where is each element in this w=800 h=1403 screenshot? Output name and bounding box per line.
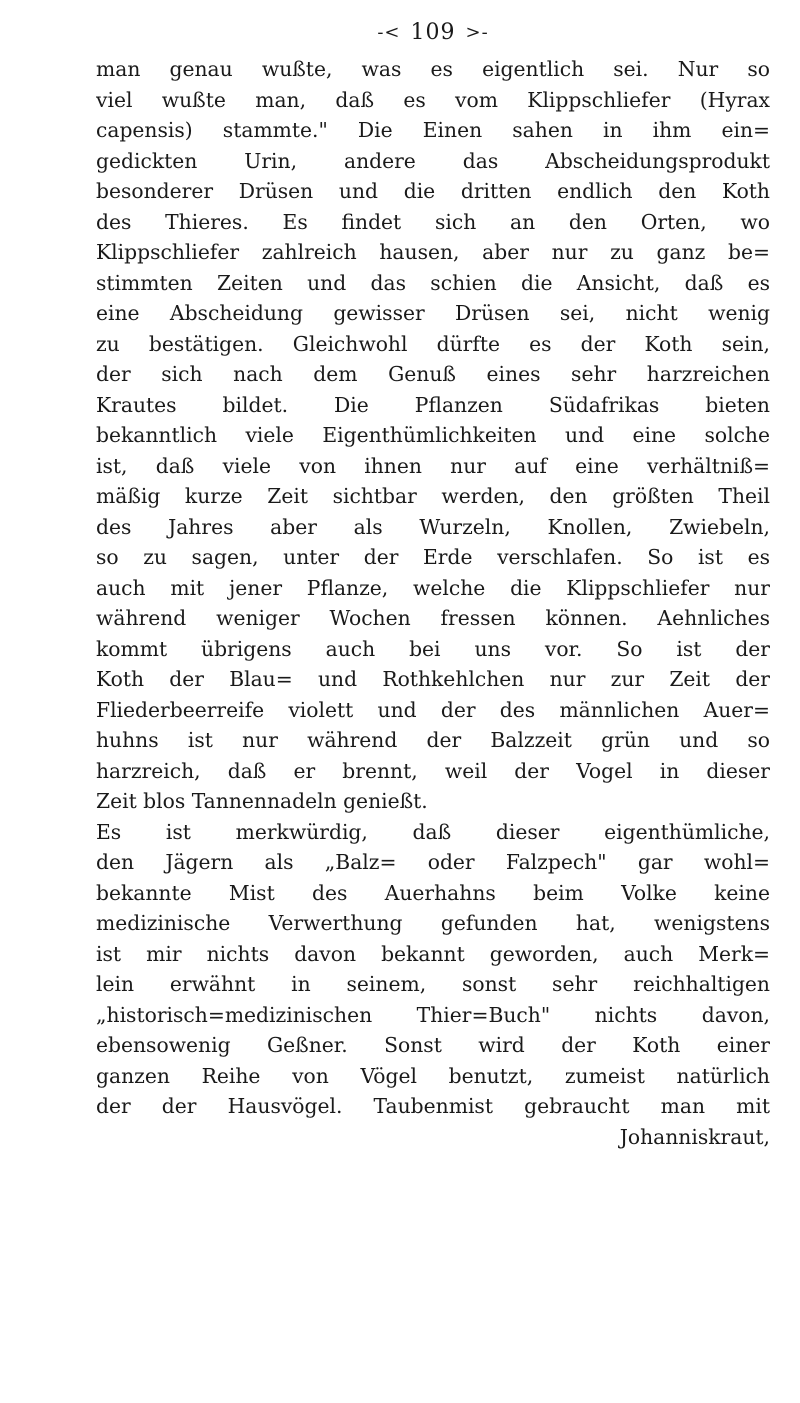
text-line: zu bestätigen. Gleichwohl dürfte es der Koth sein, [96, 331, 770, 356]
text-line: mäßig kurze Zeit sichtbar werden, den größten Theil [96, 484, 770, 508]
text-line: „historisch=medizinischen Thier=Buch" nichts davon, [96, 1002, 770, 1027]
text-line: viel wußte man, daß es vom Klippschliefer (Hyrax [96, 87, 770, 112]
text-line: medizinische Verwerthung gefunden hat, wenigstens [96, 911, 770, 935]
body-text [96, 54, 770, 1152]
text-line: so zu sagen, unter der Erde verschlafen. So ist es [96, 545, 770, 569]
text-line: Zeit blos Tannennadeln genießt. [96, 789, 428, 813]
text-line: besonderer Drüsen und die dritten endlich den Koth [96, 179, 770, 203]
text-line: harzreich, daß er brennt, weil der Vogel in dieser [96, 758, 770, 783]
ornament-right-icon: >- [465, 21, 489, 43]
text-line: bekannte Mist des Auerhahns beim Volke keine [96, 880, 770, 905]
text-line: der sich nach dem Genuß eines sehr harzreichen [96, 362, 770, 386]
text-line: stimmten Zeiten und das schien die Ansicht, daß es [96, 270, 770, 295]
ornament-left-icon: -< [377, 21, 401, 43]
text-line: capensis) stammte." Die Einen sahen in ihm ein= [96, 118, 770, 142]
text-line: ebensowenig Geßner. Sonst wird der Koth einer [96, 1033, 770, 1057]
text-line: Fliederbeerreife violett und der des männlichen Auer= [96, 697, 770, 722]
text-line: eine Abscheidung gewisser Drüsen sei, nicht wenig [96, 301, 770, 325]
text-line: lein erwähnt in seinem, sonst sehr reichhaltigen [96, 972, 770, 996]
text-line: bekanntlich viele Eigenthümlichkeiten und eine solche [96, 423, 770, 447]
text-line: der der Hausvögel. Taubenmist gebraucht man mit [96, 1094, 770, 1118]
text-line: Es ist merkwürdig, daß dieser eigenthümliche, [96, 819, 770, 844]
text-line: man genau wußte, was es eigentlich sei. Nur so [96, 57, 770, 81]
text-line: den Jägern als „Balz= oder Falzpech" gar wohl= [96, 850, 770, 874]
text-line: ganzen Reihe von Vögel benutzt, zumeist natürlich [96, 1063, 770, 1088]
text-line: auch mit jener Pflanze, welche die Klippschliefer nur [96, 575, 770, 600]
text-line: während weniger Wochen fressen können. Aehnliches [96, 606, 770, 630]
text-line: gedickten Urin, andere das Abscheidungsprodukt [96, 148, 770, 173]
text-line: des Thieres. Es findet sich an den Orten, wo [96, 209, 770, 234]
page-number: 109 [410, 19, 456, 45]
text-line: Klippschliefer zahlreich hausen, aber nur zu ganz be= [96, 240, 770, 264]
page-header [96, 14, 770, 50]
text-line: Johanniskraut, [619, 1124, 770, 1149]
text-line: Krautes bildet. Die Pflanzen Südafrikas bieten [96, 392, 770, 417]
text-line: ist, daß viele von ihnen nur auf eine verhältniß= [96, 453, 770, 478]
text-line: Koth der Blau= und Rothkehlchen nur zur Zeit der [96, 667, 770, 691]
text-line: des Jahres aber als Wurzeln, Knollen, Zwiebeln, [96, 514, 770, 539]
text-line: kommt übrigens auch bei uns vor. So ist der [96, 636, 770, 661]
text-line: huhns ist nur während der Balzzeit grün und so [96, 728, 770, 752]
text-line: ist mir nichts davon bekannt geworden, auch Merk= [96, 941, 770, 966]
